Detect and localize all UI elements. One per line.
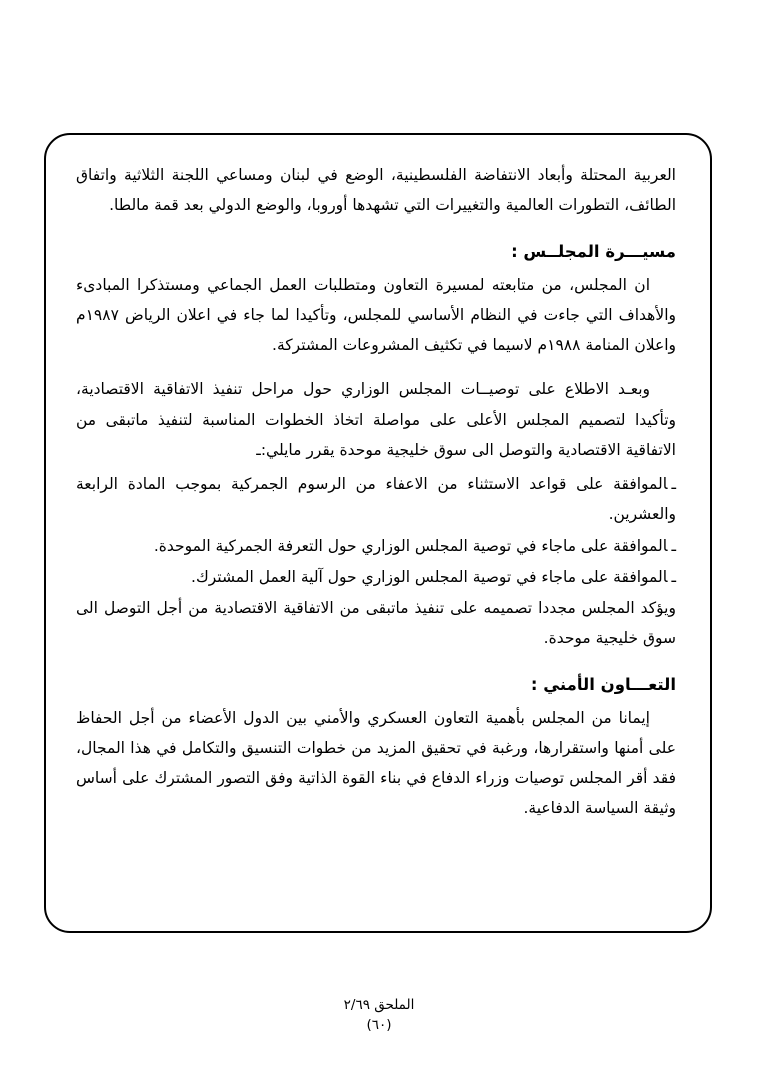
council-closing-paragraph: ويؤكد المجلس مجددا تصميمه على تنفيذ ماتبقى من الاتفاقية الاقتصادية من أجل التوصل الى سوق خليجية موحدة. [76,598,676,648]
list-marker-dash: ـ [671,567,676,586]
list-marker-dash: ـ [671,475,676,494]
list-item [76,469,676,529]
list-marker-dash: ـ [671,536,676,555]
list-item [76,562,676,592]
council-paragraph-2: وبعـد الاطلاع على توصيــات المجلس الوزاري حول مراحل تنفيذ الاتفاقية الاقتصادية، وتأكيدا لتصميم المجلس الأعلى على مواصلة اتخاذ الخطوات المناسبة لتنفيذ ماتبقى من الاتفاقية الاقتصادية والتوصل الى سوق خليجية موحدة يقرر مايلي:ـ [76,380,676,459]
document-body [76,160,676,828]
security-paragraph-1: إيمانا من المجلس بأهمية التعاون العسكري والأمني بين الدول الأعضاء من أجل الحفاظ على أمنها واستقرارها، ورغبة في تحقيق المزيد من خطوات التنسيق والتكامل في هذا المجال، فقد أقر المجلس توصيات وزراء الدفاع في بناء القوة الذاتية وفق التصور المشترك على أساس وثيقة السياسة الدفاعية. [76,708,676,818]
section-heading-council-march: مسيـــرة المجلــس : [511,242,676,262]
list-item [76,531,676,561]
list-item-text: الموافقة على ماجاء في توصية المجلس الوزاري حول التعرفة الجمركية الموحدة. [153,536,668,555]
list-item-text: الموافقة على قواعد الاستثناء من الاعفاء من الرسوم الجمركية بموجب المادة الرابعة والعشرين. [76,475,676,524]
page-footer [0,995,758,1036]
resolution-list [76,469,676,592]
council-paragraph-1: ان المجلس، من متابعته لمسيرة التعاون ومتطلبات العمل الجماعي ومستذكرا المبادىء والأهداف التي جاءت في النظام الأساسي للمجلس، وتأكيدا لما جاء في اعلان الرياض ١٩٨٧م واعلان المنامة ١٩٨٨م لاسيما في تكثيف المشروعات المشتركة. [76,275,676,355]
section-heading-security-cooperation: التعـــاون الأمني : [530,675,676,695]
intro-paragraph: العربية المحتلة وأبعاد الانتفاضة الفلسطينية، الوضع في لبنان ومساعي اللجنة الثلاثية واتفاق الطائف، التطورات العالمية والتغييرات التي تشهدها أوروبا، والوضع الدولي بعد قمة مالطا. [76,166,676,215]
annex-label: الملحق ٢/٦٩ [343,997,415,1013]
list-item-text: الموافقة على ماجاء في توصية المجلس الوزاري حول آلية العمل المشترك. [191,567,668,586]
page-number: (٦٠) [366,1017,392,1034]
